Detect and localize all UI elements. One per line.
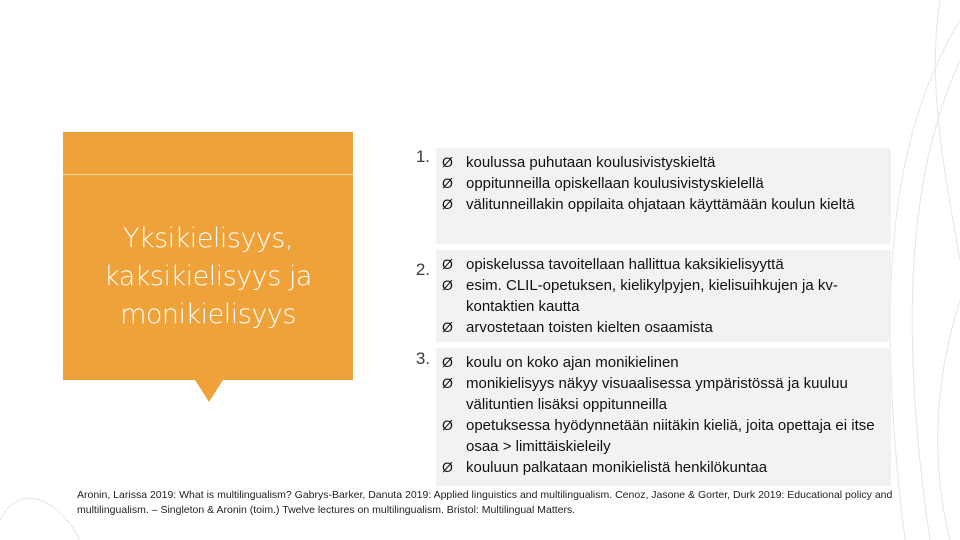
- arrow-bullet-icon: Ø: [442, 256, 453, 272]
- title-line: kaksikielisyys ja: [104, 261, 312, 292]
- arrow-bullet-icon: Ø: [442, 459, 453, 475]
- title-panel-pointer: [195, 380, 223, 402]
- bullet-item: Ø opetuksessa hyödynnetään niitäkin kieliä, joita opettaja ei itse osaa > limittäiskieleily: [442, 417, 875, 455]
- item-number: 2.: [415, 260, 430, 279]
- title-line: monikielisyys: [120, 299, 296, 330]
- arrow-bullet-icon: Ø: [442, 375, 453, 391]
- list-item: [436, 348, 891, 486]
- title-panel-band: [63, 132, 353, 175]
- bullet-item: Ø opiskelussa tavoitellaan hallittua kaksikielisyyttä: [442, 256, 784, 273]
- reference-text: Aronin, Larissa 2019: What is multilingualism? Gabrys-Barker, Danuta 2019: Applied linguistics and multilingualism. Cenoz, Jasone & Gorter, Durk 2019: Educational policy and multilingualism. – Singleton & Aronin (toim.) Twelve lectures on multilingualism. Bristol: Multilingual Matters.: [77, 489, 893, 516]
- bullet-item: Ø koulussa puhutaan koulusivistyskieltä: [442, 154, 716, 171]
- arrow-bullet-icon: Ø: [442, 319, 453, 335]
- item-number: 1.: [415, 147, 430, 166]
- arrow-bullet-icon: Ø: [442, 277, 453, 293]
- item-number: 3.: [415, 349, 430, 368]
- arrow-bullet-icon: Ø: [442, 417, 453, 433]
- bullet-item: Ø koulu on koko ajan monikielinen: [442, 354, 679, 371]
- arrow-bullet-icon: Ø: [442, 154, 453, 170]
- title-panel: [63, 132, 353, 380]
- list-item: [436, 148, 891, 244]
- arrow-bullet-icon: Ø: [442, 354, 453, 370]
- title-line: Yksikielisyys,: [122, 223, 294, 254]
- list-item: [436, 250, 891, 342]
- arrow-bullet-icon: Ø: [442, 175, 453, 191]
- bullet-item: Ø esim. CLIL-opetuksen, kielikylpyjen, kielisuihkujen ja kv-kontaktien kautta: [442, 277, 838, 315]
- bullet-item: Ø monikielisyys näkyy visuaalisessa ympäristössä ja kuuluu välituntien lisäksi oppitunneilla: [442, 375, 848, 413]
- bullet-item: Ø arvostetaan toisten kielten osaamista: [442, 319, 713, 336]
- bullet-item: Ø kouluun palkataan monikielistä henkilökuntaa: [442, 459, 768, 476]
- slide-title: [63, 220, 353, 334]
- arrow-bullet-icon: Ø: [442, 196, 453, 212]
- bullet-item: Ø oppitunneilla opiskellaan koulusivistyskielellä: [442, 175, 764, 192]
- bullet-item: Ø välitunneillakin oppilaita ohjataan käyttämään koulun kieltä: [442, 196, 855, 213]
